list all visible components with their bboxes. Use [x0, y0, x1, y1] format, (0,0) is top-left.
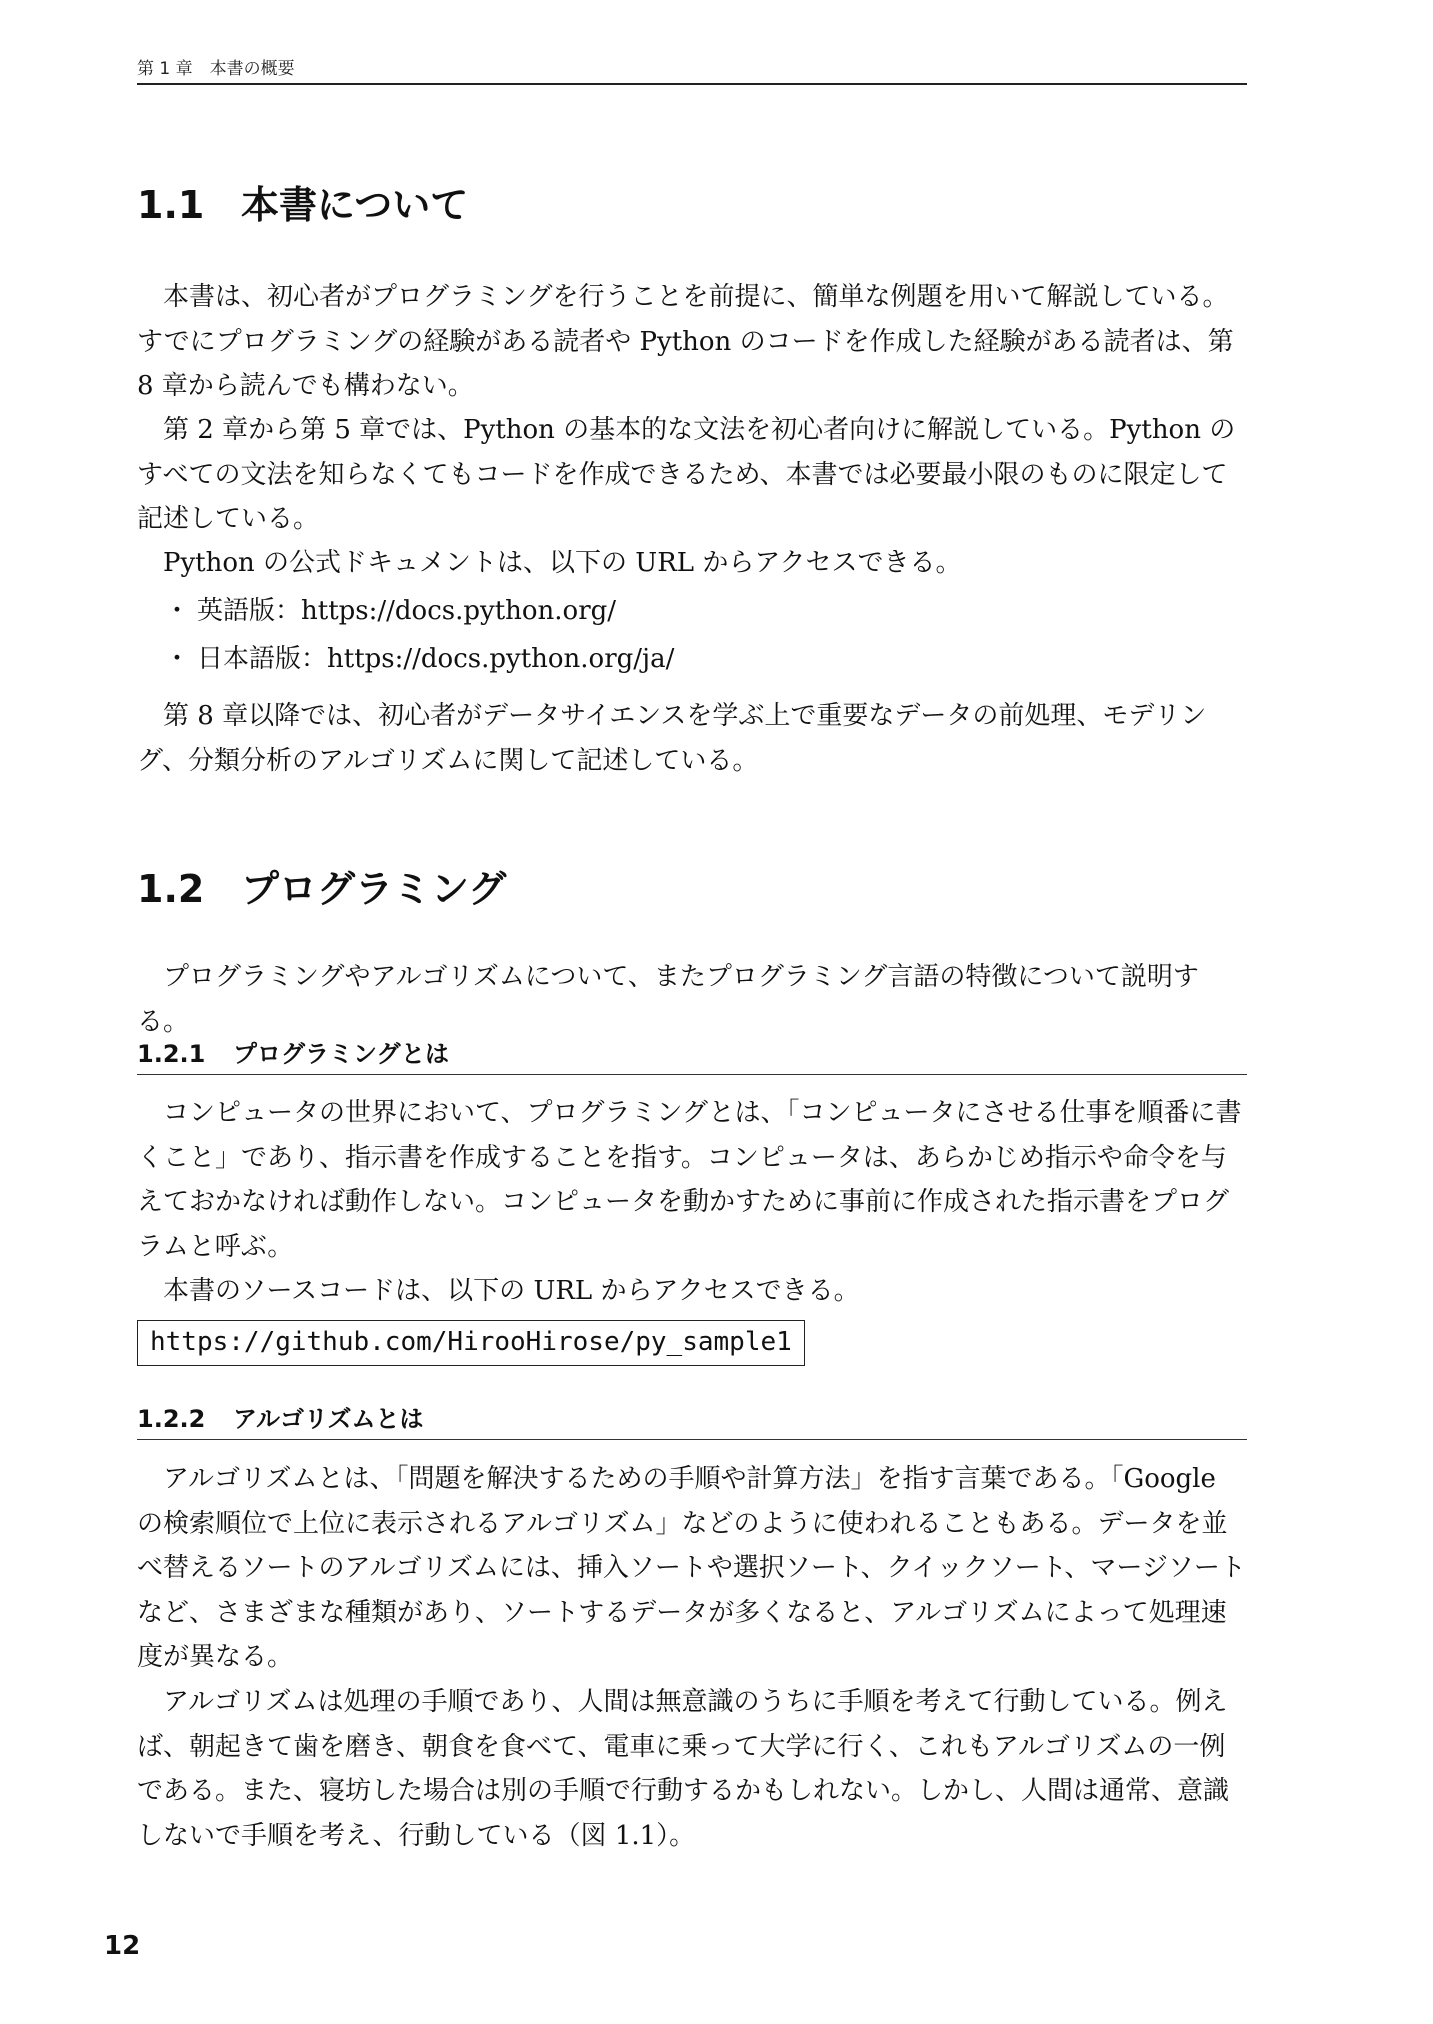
section-number: 1.2	[137, 867, 205, 911]
url-list	[137, 587, 1247, 683]
page-number: 12	[104, 1931, 141, 1961]
list-item-text: 日本語版：https://docs.python.org/ja/	[197, 644, 675, 674]
code-url-box: https://github.com/HirooHirose/py_sample1	[137, 1320, 805, 1366]
list-item	[137, 635, 1247, 683]
bullet-marker: ・	[163, 644, 190, 674]
paragraph: プログラミングやアルゴリズムについて、またプログラミング言語の特徴について説明する。	[137, 962, 1199, 1037]
paragraph: アルゴリズムとは、「問題を解決するための手順や計算方法」を指す言葉である。「Google の検索順位で上位に表示されるアルゴリズム」などのように使われることもある。データを並べ替えるソートのアルゴリズムには、挿入ソートや選択ソート、クイックソート、マージソートなど、さまざまな種類があり、ソートするデータが多くなると、アルゴリズムによって処理速度が異なる。	[137, 1464, 1246, 1672]
subsection-title: プログラミングとは	[233, 1040, 449, 1068]
paragraph: アルゴリズムは処理の手順であり、人間は無意識のうちに手順を考えて行動している。例えば、朝起きて歯を磨き、朝食を食べて、電車に乗って大学に行く、これもアルゴリズムの一例である。また、寝坊した場合は別の手順で行動するかもしれない。しかし、人間は通常、意識しないで手順を考え、行動している（図 1.1）。	[137, 1687, 1230, 1851]
section-title: プログラミング	[241, 867, 507, 911]
list-item-text: 英語版：https://docs.python.org/	[197, 596, 617, 626]
subsection-rule	[137, 1074, 1247, 1075]
paragraph: 本書は、初心者がプログラミングを行うことを前提に、簡単な例題を用いて解説している。すでにプログラミングの経験がある読者や Python のコードを作成した経験がある読者は、第 8 章から読んでも構わない。	[137, 282, 1234, 401]
paragraph: 第 8 章以降では、初心者がデータサイエンスを学ぶ上で重要なデータの前処理、モデリング、分類分析のアルゴリズムに関して記述している。	[137, 701, 1207, 776]
paragraph: 本書のソースコードは、以下の URL からアクセスできる。	[163, 1276, 860, 1306]
paragraph: 第 2 章から第 5 章では、Python の基本的な文法を初心者向けに解説している。Python のすべての文法を知らなくてもコードを作成できるため、本書では必要最小限のものに限定して記述している。	[137, 415, 1236, 534]
section-heading-1-2	[137, 864, 506, 914]
paragraph: Python の公式ドキュメントは、以下の URL からアクセスできる。	[163, 548, 962, 578]
running-head: 第 1 章 本書の概要	[137, 59, 295, 79]
section-number: 1.1	[137, 183, 205, 227]
subsection-number: 1.2.2	[137, 1405, 206, 1433]
section-heading-1-1	[137, 180, 468, 230]
subsection-title: アルゴリズムとは	[233, 1405, 424, 1433]
paragraph: コンピュータの世界において、プログラミングとは、「コンピュータにさせる仕事を順番に書くこと」であり、指示書を作成することを指す。コンピュータは、あらかじめ指示や命令を与えておかなければ動作しない。コンピュータを動かすために事前に作成された指示書をプログラムと呼ぶ。	[137, 1098, 1242, 1262]
header-rule	[137, 83, 1247, 85]
subsection-rule	[137, 1439, 1247, 1440]
section-title: 本書について	[241, 183, 469, 227]
subsection-number: 1.2.1	[137, 1040, 206, 1068]
subsection-heading-1-2-2	[137, 1402, 1247, 1436]
subsection-heading-1-2-1	[137, 1037, 1247, 1071]
list-item	[137, 587, 1247, 635]
bullet-marker: ・	[163, 596, 190, 626]
